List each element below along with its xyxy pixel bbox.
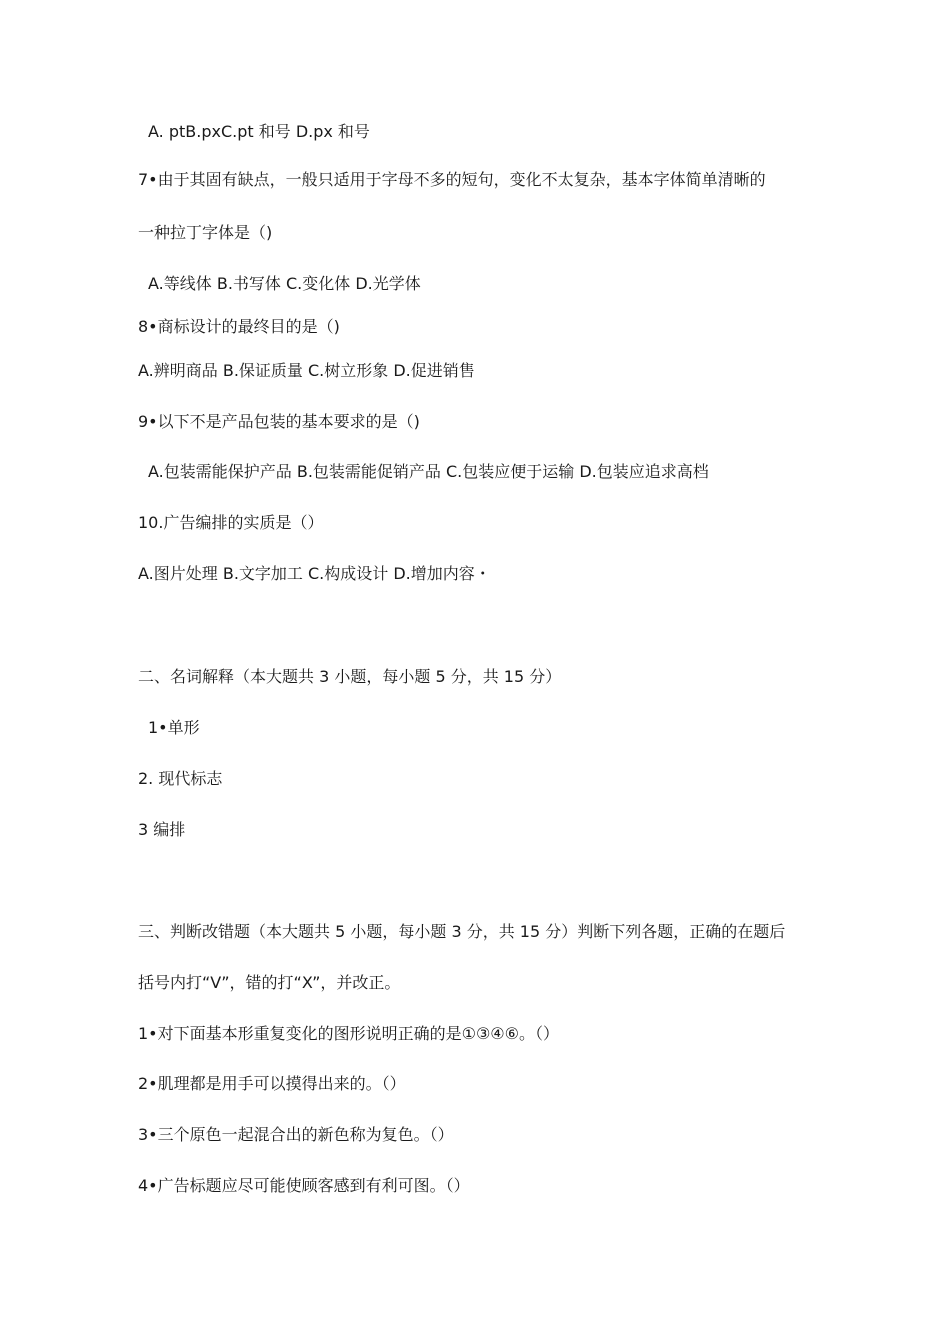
judge-q2: 2•肌理都是用手可以摸得出来的。（） (138, 1074, 406, 1093)
q10-stem: 10.广告编排的实质是（） (138, 513, 324, 532)
q10-options: A.图片处理 B.文字加工 C.构成设计 D.增加内容・ (138, 564, 491, 583)
judge-q1: 1•对下面基本形重复变化的图形说明正确的是①③④⑥。（） (138, 1024, 559, 1043)
q9-options: A.包装需能保护产品 B.包装需能促销产品 C.包装应便于运输 D.包装应追求高档 (148, 462, 709, 481)
judge-q3: 3•三个原色一起混合出的新色称为复色。（） (138, 1125, 454, 1144)
section-3-heading-line1: 三、判断改错题（本大题共 5 小题，每小题 3 分，共 15 分）判断下列各题，正确的在题后 (138, 922, 786, 941)
term-2: 2. 现代标志 (138, 769, 223, 788)
q6-options: A. ptB.pxC.pt 和号 D.px 和号 (148, 122, 370, 141)
judge-q4: 4•广告标题应尽可能使顾客感到有利可图。（） (138, 1176, 470, 1195)
section-2-heading: 二、名词解释（本大题共 3 小题，每小题 5 分，共 15 分） (138, 667, 562, 686)
q8-stem: 8•商标设计的最终目的是（) (138, 317, 340, 336)
q9-stem: 9•以下不是产品包装的基本要求的是（) (138, 412, 420, 431)
section-3-heading-line2: 括号内打“V”，错的打“X”，并改正。 (138, 973, 401, 992)
q7-options: A.等线体 B.书写体 C.变化体 D.光学体 (148, 274, 421, 293)
term-3: 3 编排 (138, 820, 186, 839)
term-1: 1•单形 (148, 718, 200, 737)
q7-stem-line1: 7•由于其固有缺点，一般只适用于字母不多的短句，变化不太复杂，基本字体简单清晰的 (138, 170, 766, 189)
q7-stem-line2: 一种拉丁字体是（) (138, 223, 273, 242)
q8-options: A.辨明商品 B.保证质量 C.树立形象 D.促进销售 (138, 361, 475, 380)
